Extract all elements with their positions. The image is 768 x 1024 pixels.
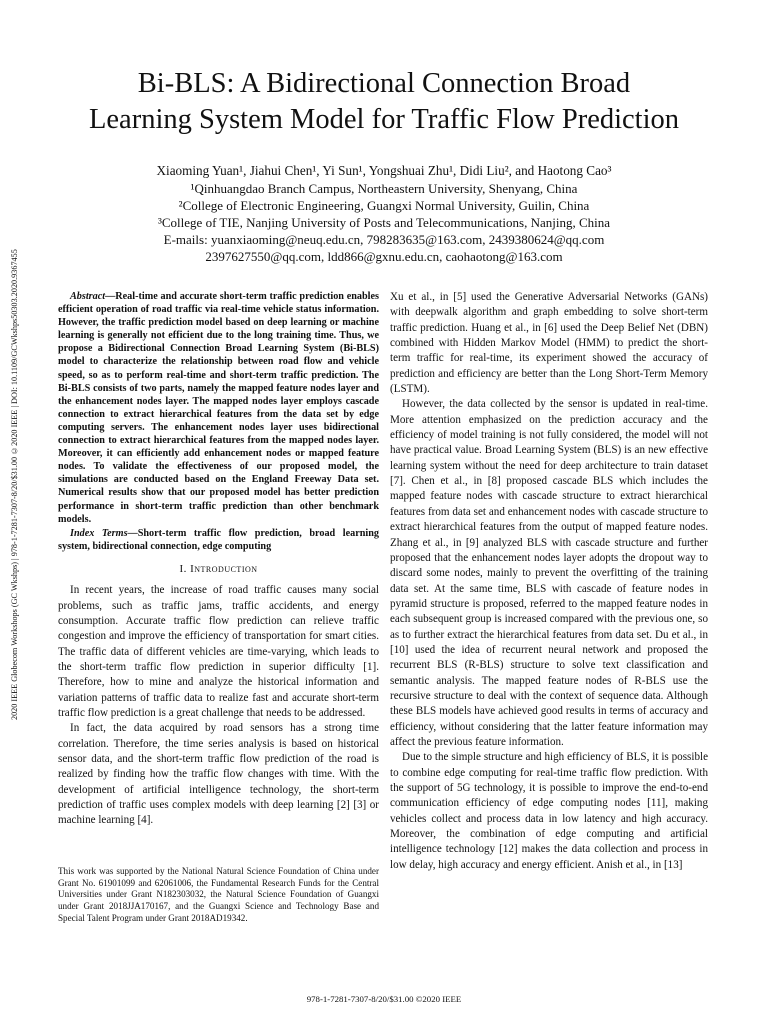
affiliation-1: ¹Qinhuangdao Branch Campus, Northeastern University, Shenyang, China [190,181,578,196]
index-terms-label: Index Terms [70,527,128,539]
funding-footnote: This work was supported by the National Natural Science Foundation of China under Grant No. 61901099 and 62061006, the Fundamental Research Funds for the Central Universities under Grant N182303032, the Natural Science Foundation of Guangxi under Grant 2018JJA170167, and the Guangxi Science and Technology Base and Special Talent Program under Grant 2018AD19342. [58,866,379,923]
title-line-2: Learning System Model for Traffic Flow Prediction [89,104,679,135]
author-emails-2: 2397627550@qq.com, ldd866@gxnu.edu.cn, caohaotong@163.com [205,249,563,264]
author-block [40,162,728,265]
affiliation-2: ²College of Electronic Engineering, Guangxi Normal University, Guilin, China [178,198,590,213]
section-heading-introduction: I. Introduction [179,562,258,575]
index-terms [58,527,379,553]
abstract-label: Abstract [70,291,106,302]
affiliation-3: ³College of TIE, Nanjing University of Posts and Telecommunications, Nanjing, China [157,215,611,230]
side-doi-stamp: 2020 IEEE Globecom Workshops (GC Wkshps) | 978-1-7281-7307-8/20/$31.00 ©2020 IEEE | DOI: 10.1109/GCWkshps50303.2020.9367455 [10,249,19,721]
abstract-text: —Real-time and accurate short-term traffic prediction enables efficient operation of road traffic via real-time vehicle status information. However, the traffic prediction model based on deep learning or machine learning is generally not efficient due to the long training time. Thus, we propose a Bidirectional Connection Broad Learning System (Bi-BLS) model to characterize the relationship between road flow and vehicle speed, so as to perform real-time and short-term traffic prediction. The Bi-BLS consists of two parts, namely the mapped feature nodes layer and the enhancement nodes layer. The mapped nodes layer employs cascade connection to extract hierarchical features from the data set by edge computing servers. The enhancement nodes layer uses bidirectional connection to extract hierarchical features from the mapped nodes layer. Moreover, it can efficiently add enhancement nodes or mapped feature nodes. To validate the effectiveness of our proposed model, the simulations are conducted based on the England Freeway Data set. Numerical results show that our proposed model has better prediction performance in short-term traffic prediction than other benchmark models. [58,291,379,525]
intro-paragraph-1: In recent years, the increase of road traffic causes many social problems, such as traffic jams, traffic accidents, and energy consumption. Accurate traffic flow prediction can relieve traffic congestion and improve the efficiency of transportation for smart cities. The traffic data of different vehicles are time-varying, which leads to the short-term traffic flow prediction in superior difficulty [1]. Therefore, how to mine and analyze the historical information and variation patterns of traffic data to realize fast and accurate short-term traffic flow prediction is a great challenge that needs to be addressed. [58,584,379,719]
index-terms-text: —Short-term traffic flow prediction, broad learning system, bidirectional connection, edge computing [58,527,379,552]
title-line-1: Bi-BLS: A Bidirectional Connection Broad [137,68,631,99]
intro-paragraph-2: In fact, the data acquired by road sensors has a strong time correlation. Therefore, the time series analysis is based on historical sensor data, and the short-term traffic flow prediction of the road is realized by finding how the traffic flow changes with time. With the development of artificial intelligence technology, the short-term prediction of traffic uses complex models with deep learning [2] [3] or machine learning [4]. [58,722,379,827]
intro-paragraph-5: Due to the simple structure and high efficiency of BLS, it is possible to combine edge computing for real-time traffic flow prediction. With the support of 5G technology, it is possible to improve the end-to-end communication efficiency of edge computing nodes [11], making vehicles collect and process data in low latency and high accuracy. Moreover, the combination of edge computing and artificial intelligence technology [12] makes the data collection and process in low delay, high accuracy and energy efficient. Anish et al., in [13] [390,751,708,871]
intro-paragraph-4: However, the data collected by the sensor is updated in real-time. More attention emphasized on the prediction accuracy and the efficiency of model training is not fully considered, the model will not have practical value. Broad Learning System (BLS) is an new effective learning system without the need for deep architecture to train dataset [7]. Chen et al., in [8] proposed cascade BLS which includes the mapped feature nodes with cascade structure to extract hierarchical features from data set and enhancement nodes with cascade structure to extract hierarchical features from the output of mapped feature nodes. Zhang et al., in [9] analyzed BLS with cascade structure and further proposed that the enhancement nodes layer adopts the dropout way to discard some nodes, mainly to prevent the overfitting of the training data set. At the same time, BLS with cascade of feature nodes in pyramid structure is proposed, referred to the mapped feature nodes in each subsequent group is increased compared with the previous one, so as to further extract the hierarchical features from data set. Du et al., in [10] used the idea of recurrent neural network and proposed the recurrent BLS (R-BLS) structure to solve text classification and semantic analysis. The mapped feature nodes of R-BLS use the recursive structure to deal with the context of sequence data. Although these BLS models have achieved good results in terms of accuracy and efficiency, without considering that the latter feature information may affect the previous feature information. [390,398,708,748]
left-column [58,290,379,829]
paper-title [40,66,728,138]
author-emails-1: E-mails: yuanxiaoming@neuq.edu.cn, 798283635@163.com, 2439380624@qq.com [163,232,605,247]
author-names: Xiaoming Yuan¹, Jiahui Chen¹, Yi Sun¹, Yongshuai Zhu¹, Didi Liu², and Haotong Cao³ [156,163,612,178]
abstract [58,290,379,526]
intro-paragraph-3: Xu et al., in [5] used the Generative Adversarial Networks (GANs) with deepwalk algorithm and graph embedding to solve short-term traffic prediction. Huang et al., in [6] used the Deep Belief Net (DBN) combined with Hidden Markov Model (HMM) to predict the short-term traffic for real-time, its experiment showed the accuracy of prediction and efficiency are better than the Long Short-Term Memory (LSTM). [390,291,708,396]
page-footer: 978-1-7281-7307-8/20/$31.00 ©2020 IEEE [306,994,462,1004]
right-column [390,290,708,873]
